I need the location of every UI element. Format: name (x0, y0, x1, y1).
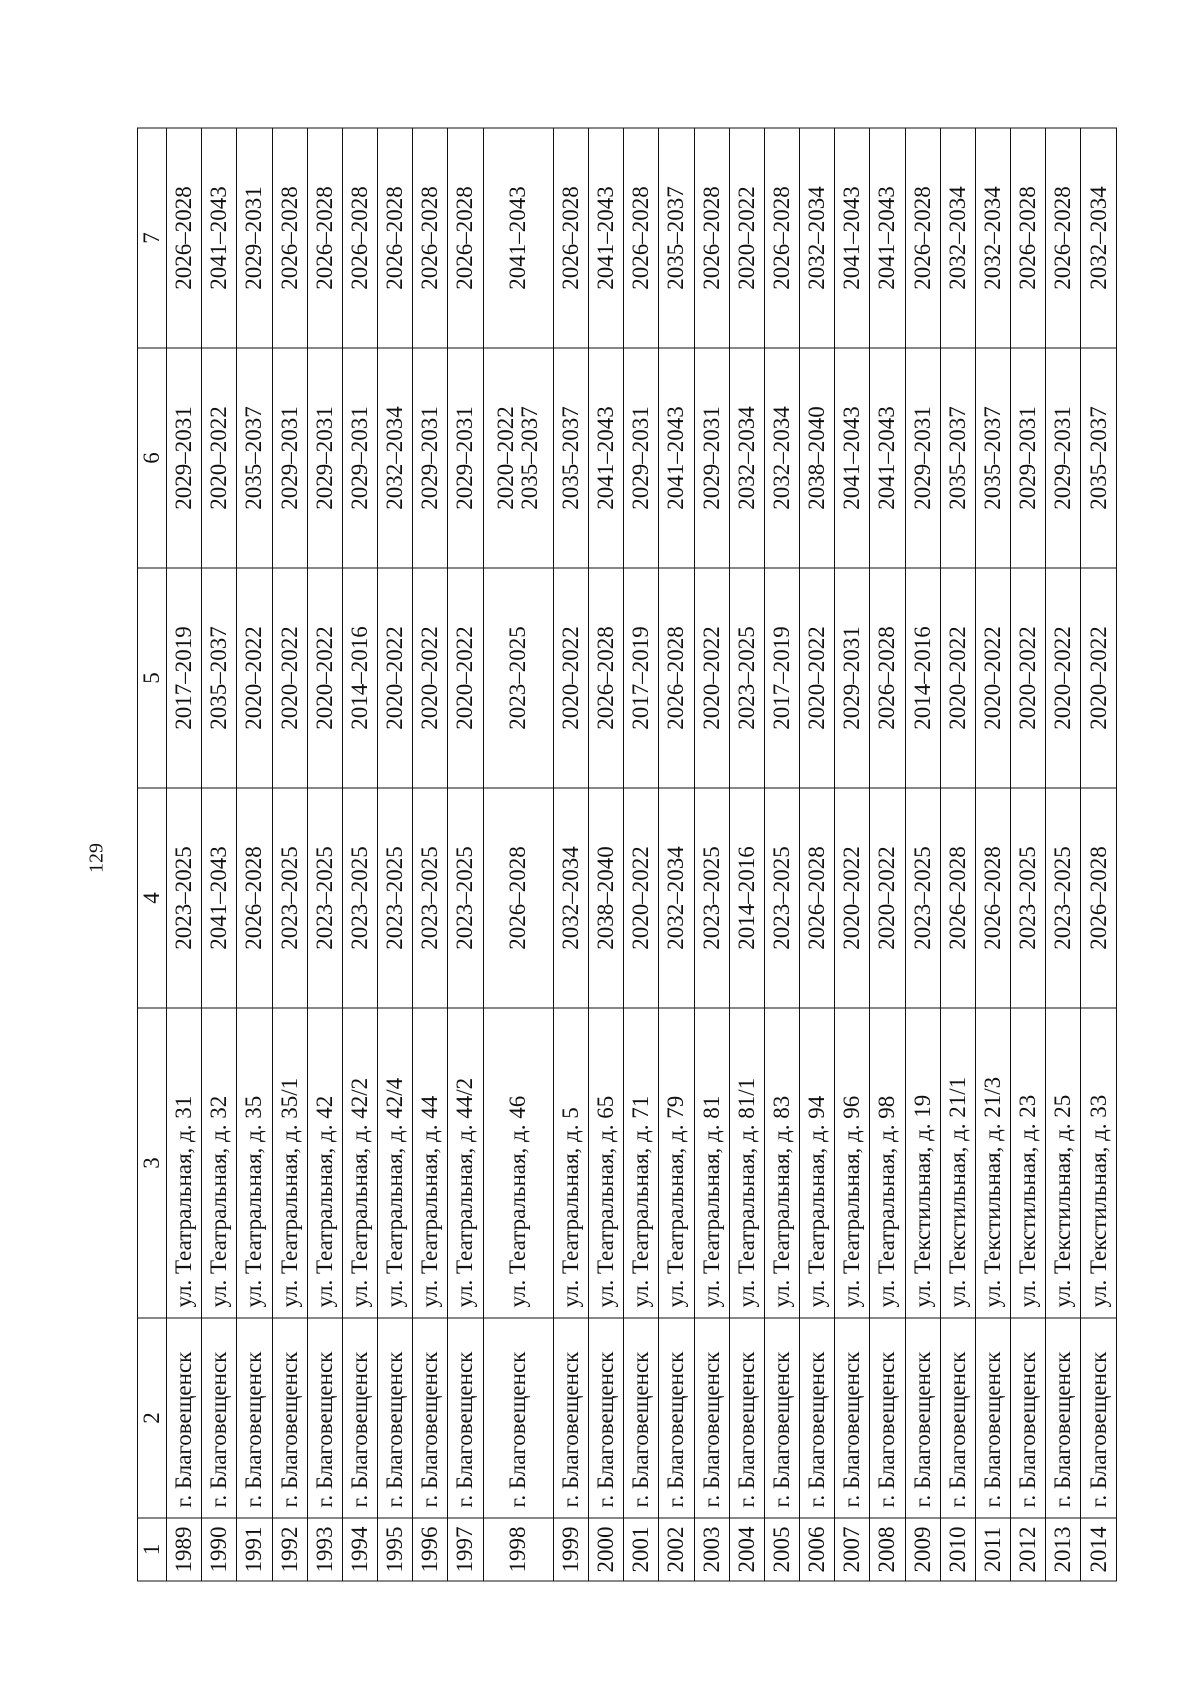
address-cell: ул. Текстильная, д. 23 (1011, 1008, 1046, 1318)
period-cell-7: 2026–2028 (448, 128, 483, 348)
header-cell-5: 5 (138, 568, 167, 788)
period-cell-6 (764, 348, 799, 568)
address-cell: ул. Театральная, д. 83 (764, 1008, 799, 1318)
period-cell-4: 2026–2028 (1081, 788, 1117, 1008)
period-cell-7: 2026–2028 (1011, 128, 1046, 348)
city-cell: г. Благовещенск (413, 1318, 448, 1518)
period-cell-5: 2020–2022 (694, 568, 729, 788)
header-cell-1: 1 (138, 1518, 167, 1581)
address-cell: ул. Текстильная, д. 21/1 (940, 1008, 975, 1318)
table-row (694, 128, 729, 1581)
period-cell-7: 2026–2028 (413, 128, 448, 348)
period-cell-7: 2035–2037 (659, 128, 694, 348)
period-line: 2029–2031 (311, 406, 337, 510)
period-cell-5: 2026–2028 (870, 568, 905, 788)
address-cell: ул. Текстильная, д. 33 (1081, 1008, 1117, 1318)
period-cell-4: 2023–2025 (378, 788, 413, 1008)
period-cell-6 (272, 348, 307, 568)
period-line: 2035–2037 (517, 406, 543, 510)
period-line: 2029–2031 (276, 406, 302, 510)
table-row (975, 128, 1010, 1581)
row-number-cell: 2006 (800, 1518, 835, 1581)
period-cell-6 (589, 348, 624, 568)
period-cell-5: 2020–2022 (237, 568, 272, 788)
period-cell-5: 2020–2022 (975, 568, 1010, 788)
address-cell: ул. Театральная, д. 35 (237, 1008, 272, 1318)
period-cell-7: 2041–2043 (202, 128, 237, 348)
city-cell: г. Благовещенск (202, 1318, 237, 1518)
city-cell: г. Благовещенск (870, 1318, 905, 1518)
period-cell-7: 2032–2034 (800, 128, 835, 348)
period-cell-5: 2017–2019 (764, 568, 799, 788)
row-number-cell: 1997 (448, 1518, 483, 1581)
table-row (272, 128, 307, 1581)
city-cell: г. Благовещенск (694, 1318, 729, 1518)
address-cell: ул. Театральная, д. 35/1 (272, 1008, 307, 1318)
row-number-cell: 1996 (413, 1518, 448, 1581)
period-cell-4: 2026–2028 (483, 788, 553, 1008)
header-cell-4: 4 (138, 788, 167, 1008)
table-row (870, 128, 905, 1581)
period-cell-7: 2026–2028 (272, 128, 307, 348)
address-cell: ул. Текстильная, д. 19 (905, 1008, 940, 1318)
row-number-cell: 1998 (483, 1518, 553, 1581)
table-header (138, 128, 167, 1581)
period-cell-6 (448, 348, 483, 568)
address-cell: ул. Театральная, д. 94 (800, 1008, 835, 1318)
city-cell: г. Благовещенск (1011, 1318, 1046, 1518)
table-row (1011, 128, 1046, 1581)
row-number-cell: 2008 (870, 1518, 905, 1581)
period-cell-6 (413, 348, 448, 568)
address-cell: ул. Театральная, д. 79 (659, 1008, 694, 1318)
period-cell-6 (202, 348, 237, 568)
table-row (307, 128, 342, 1581)
period-cell-7: 2041–2043 (835, 128, 870, 348)
row-number-cell: 1993 (307, 1518, 342, 1581)
rotated-table-wrapper (137, 129, 1117, 1582)
row-number-cell: 1991 (237, 1518, 272, 1581)
period-cell-7: 2026–2028 (378, 128, 413, 348)
period-cell-6 (694, 348, 729, 568)
period-cell-4: 2014–2016 (729, 788, 764, 1008)
period-line: 2029–2031 (698, 406, 724, 510)
period-line: 2032–2034 (382, 406, 408, 510)
period-cell-5: 2017–2019 (624, 568, 659, 788)
period-cell-6 (237, 348, 272, 568)
period-cell-4: 2023–2025 (448, 788, 483, 1008)
period-cell-4: 2026–2028 (940, 788, 975, 1008)
row-number-cell: 2012 (1011, 1518, 1046, 1581)
row-number-cell: 2009 (905, 1518, 940, 1581)
period-cell-5: 2020–2022 (413, 568, 448, 788)
period-cell-5: 2026–2028 (589, 568, 624, 788)
period-line: 2041–2043 (874, 406, 900, 510)
address-cell: ул. Театральная, д. 81 (694, 1008, 729, 1318)
table-row (659, 128, 694, 1581)
period-cell-5: 2029–2031 (835, 568, 870, 788)
city-cell: г. Благовещенск (1081, 1318, 1117, 1518)
period-cell-4: 2023–2025 (307, 788, 342, 1008)
address-cell: ул. Театральная, д. 42/4 (378, 1008, 413, 1318)
header-cell-2: 2 (138, 1318, 167, 1518)
row-number-cell: 1999 (553, 1518, 588, 1581)
table-row (378, 128, 413, 1581)
period-cell-5: 2020–2022 (307, 568, 342, 788)
address-cell: ул. Театральная, д. 98 (870, 1008, 905, 1318)
period-cell-4: 2023–2025 (342, 788, 377, 1008)
period-cell-7: 2029–2031 (237, 128, 272, 348)
period-cell-5: 2017–2019 (167, 568, 202, 788)
table-row (202, 128, 237, 1581)
table-row (800, 128, 835, 1581)
period-cell-4: 2023–2025 (272, 788, 307, 1008)
row-number-cell: 2014 (1081, 1518, 1117, 1581)
city-cell: г. Благовещенск (167, 1318, 202, 1518)
period-cell-5: 2020–2022 (448, 568, 483, 788)
period-cell-5: 2020–2022 (553, 568, 588, 788)
period-cell-5: 2014–2016 (905, 568, 940, 788)
city-cell: г. Благовещенск (378, 1318, 413, 1518)
period-line: 2020–2022 (206, 406, 232, 510)
row-number-cell: 2010 (940, 1518, 975, 1581)
period-cell-7: 2032–2034 (975, 128, 1010, 348)
table-row (167, 128, 202, 1581)
period-line: 2029–2031 (1050, 406, 1076, 510)
city-cell: г. Благовещенск (307, 1318, 342, 1518)
row-number-cell: 1994 (342, 1518, 377, 1581)
period-line: 2035–2037 (979, 406, 1005, 510)
address-cell: ул. Театральная, д. 96 (835, 1008, 870, 1318)
period-cell-6 (378, 348, 413, 568)
period-cell-6 (800, 348, 835, 568)
address-cell: ул. Театральная, д. 44/2 (448, 1008, 483, 1318)
period-cell-6 (483, 348, 553, 568)
address-cell: ул. Текстильная, д. 21/3 (975, 1008, 1010, 1318)
period-cell-5: 2020–2022 (378, 568, 413, 788)
period-cell-6 (1011, 348, 1046, 568)
period-line: 2035–2037 (1085, 406, 1111, 510)
period-cell-5: 2014–2016 (342, 568, 377, 788)
period-cell-7: 2026–2028 (1046, 128, 1081, 348)
address-cell: ул. Театральная, д. 81/1 (729, 1008, 764, 1318)
city-cell: г. Благовещенск (905, 1318, 940, 1518)
address-cell: ул. Театральная, д. 42 (307, 1008, 342, 1318)
period-line: 2041–2043 (839, 406, 865, 510)
table-row (905, 128, 940, 1581)
period-cell-6 (905, 348, 940, 568)
table-row (1046, 128, 1081, 1581)
row-number-cell: 2013 (1046, 1518, 1081, 1581)
period-line: 2035–2037 (944, 406, 970, 510)
table-row (1081, 128, 1117, 1581)
header-cell-7: 7 (138, 128, 167, 348)
row-number-cell: 1992 (272, 1518, 307, 1581)
city-cell: г. Благовещенск (553, 1318, 588, 1518)
period-cell-4: 2020–2022 (835, 788, 870, 1008)
table-row (624, 128, 659, 1581)
period-cell-7: 2041–2043 (589, 128, 624, 348)
period-line: 2020–2022 (493, 406, 519, 510)
table-row (835, 128, 870, 1581)
city-cell: г. Благовещенск (835, 1318, 870, 1518)
period-cell-5: 2020–2022 (940, 568, 975, 788)
period-cell-7: 2026–2028 (694, 128, 729, 348)
city-cell: г. Благовещенск (589, 1318, 624, 1518)
period-cell-7: 2032–2034 (940, 128, 975, 348)
period-cell-4: 2023–2025 (905, 788, 940, 1008)
period-line: 2029–2031 (346, 406, 372, 510)
period-cell-6 (940, 348, 975, 568)
period-cell-6 (1081, 348, 1117, 568)
period-cell-7: 2020–2022 (729, 128, 764, 348)
table-row (764, 128, 799, 1581)
row-number-cell: 2002 (659, 1518, 694, 1581)
table-row (448, 128, 483, 1581)
table-row (553, 128, 588, 1581)
row-number-cell: 1995 (378, 1518, 413, 1581)
period-line: 2029–2031 (1015, 406, 1041, 510)
period-cell-6 (624, 348, 659, 568)
period-cell-5: 2020–2022 (800, 568, 835, 788)
row-number-cell: 2007 (835, 1518, 870, 1581)
period-cell-6 (553, 348, 588, 568)
period-cell-4: 2023–2025 (1011, 788, 1046, 1008)
period-cell-7: 2026–2028 (553, 128, 588, 348)
period-cell-4: 2038–2040 (589, 788, 624, 1008)
header-cell-3: 3 (138, 1008, 167, 1318)
address-cell: ул. Театральная, д. 31 (167, 1008, 202, 1318)
period-line: 2029–2031 (628, 406, 654, 510)
period-cell-7: 2026–2028 (905, 128, 940, 348)
period-cell-6 (835, 348, 870, 568)
city-cell: г. Благовещенск (342, 1318, 377, 1518)
period-cell-7: 2026–2028 (167, 128, 202, 348)
period-line: 2029–2031 (909, 406, 935, 510)
period-line: 2029–2031 (417, 406, 443, 510)
row-number-cell: 2000 (589, 1518, 624, 1581)
city-cell: г. Благовещенск (237, 1318, 272, 1518)
period-cell-6 (1046, 348, 1081, 568)
table-row (940, 128, 975, 1581)
row-number-cell: 2005 (764, 1518, 799, 1581)
table-body (167, 128, 1117, 1581)
table-row (483, 128, 553, 1581)
city-cell: г. Благовещенск (729, 1318, 764, 1518)
period-cell-4: 2026–2028 (975, 788, 1010, 1008)
city-cell: г. Благовещенск (940, 1318, 975, 1518)
address-cell: ул. Театральная, д. 5 (553, 1008, 588, 1318)
period-line: 2038–2040 (804, 406, 830, 510)
city-cell: г. Благовещенск (800, 1318, 835, 1518)
period-cell-4: 2026–2028 (800, 788, 835, 1008)
period-cell-4: 2032–2034 (659, 788, 694, 1008)
table-row (413, 128, 448, 1581)
table-row (237, 128, 272, 1581)
header-row (138, 128, 167, 1581)
period-cell-5: 2020–2022 (1081, 568, 1117, 788)
period-cell-6 (729, 348, 764, 568)
period-cell-7: 2026–2028 (764, 128, 799, 348)
period-cell-4: 2023–2025 (167, 788, 202, 1008)
period-line: 2041–2043 (663, 406, 689, 510)
address-cell: ул. Театральная, д. 44 (413, 1008, 448, 1318)
period-cell-4: 2020–2022 (624, 788, 659, 1008)
period-line: 2032–2034 (768, 406, 794, 510)
period-cell-6 (307, 348, 342, 568)
header-cell-6: 6 (138, 348, 167, 568)
period-cell-4: 2023–2025 (1046, 788, 1081, 1008)
address-cell: ул. Театральная, д. 42/2 (342, 1008, 377, 1318)
period-cell-5: 2035–2037 (202, 568, 237, 788)
city-cell: г. Благовещенск (448, 1318, 483, 1518)
city-cell: г. Благовещенск (975, 1318, 1010, 1518)
period-cell-4: 2023–2025 (764, 788, 799, 1008)
period-cell-5: 2023–2025 (483, 568, 553, 788)
period-cell-7: 2041–2043 (870, 128, 905, 348)
period-line: 2029–2031 (171, 406, 197, 510)
period-cell-4: 2020–2022 (870, 788, 905, 1008)
address-cell: ул. Театральная, д. 32 (202, 1008, 237, 1318)
period-cell-5: 2020–2022 (272, 568, 307, 788)
period-cell-4: 2032–2034 (553, 788, 588, 1008)
address-cell: ул. Театральная, д. 71 (624, 1008, 659, 1318)
period-cell-6 (975, 348, 1010, 568)
table-row (342, 128, 377, 1581)
city-cell: г. Благовещенск (624, 1318, 659, 1518)
period-line: 2032–2034 (733, 406, 759, 510)
address-cell: ул. Театральная, д. 46 (483, 1008, 553, 1318)
row-number-cell: 1990 (202, 1518, 237, 1581)
period-line: 2035–2037 (241, 406, 267, 510)
period-cell-4: 2041–2043 (202, 788, 237, 1008)
address-cell: ул. Текстильная, д. 25 (1046, 1008, 1081, 1318)
period-line: 2041–2043 (593, 406, 619, 510)
table-row (729, 128, 764, 1581)
table-row (589, 128, 624, 1581)
row-number-cell: 2003 (694, 1518, 729, 1581)
period-cell-6 (870, 348, 905, 568)
period-cell-7: 2032–2034 (1081, 128, 1117, 348)
period-line: 2029–2031 (452, 406, 478, 510)
row-number-cell: 2004 (729, 1518, 764, 1581)
city-cell: г. Благовещенск (272, 1318, 307, 1518)
row-number-cell: 2001 (624, 1518, 659, 1581)
period-cell-4: 2023–2025 (413, 788, 448, 1008)
period-cell-4: 2023–2025 (694, 788, 729, 1008)
period-cell-5: 2023–2025 (729, 568, 764, 788)
period-cell-4: 2026–2028 (237, 788, 272, 1008)
period-cell-5: 2020–2022 (1046, 568, 1081, 788)
city-cell: г. Благовещенск (1046, 1318, 1081, 1518)
row-number-cell: 1989 (167, 1518, 202, 1581)
period-line: 2035–2037 (557, 406, 583, 510)
schedule-table (137, 128, 1117, 1582)
city-cell: г. Благовещенск (483, 1318, 553, 1518)
period-cell-7: 2026–2028 (624, 128, 659, 348)
period-cell-6 (659, 348, 694, 568)
row-number-cell: 2011 (975, 1518, 1010, 1581)
page-number: 129 (85, 843, 108, 873)
address-cell: ул. Театральная, д. 65 (589, 1008, 624, 1318)
city-cell: г. Благовещенск (659, 1318, 694, 1518)
period-cell-7: 2026–2028 (307, 128, 342, 348)
period-cell-7: 2041–2043 (483, 128, 553, 348)
period-cell-6 (167, 348, 202, 568)
period-cell-5: 2020–2022 (1011, 568, 1046, 788)
period-cell-5: 2026–2028 (659, 568, 694, 788)
city-cell: г. Благовещенск (764, 1318, 799, 1518)
period-cell-6 (342, 348, 377, 568)
period-cell-7: 2026–2028 (342, 128, 377, 348)
